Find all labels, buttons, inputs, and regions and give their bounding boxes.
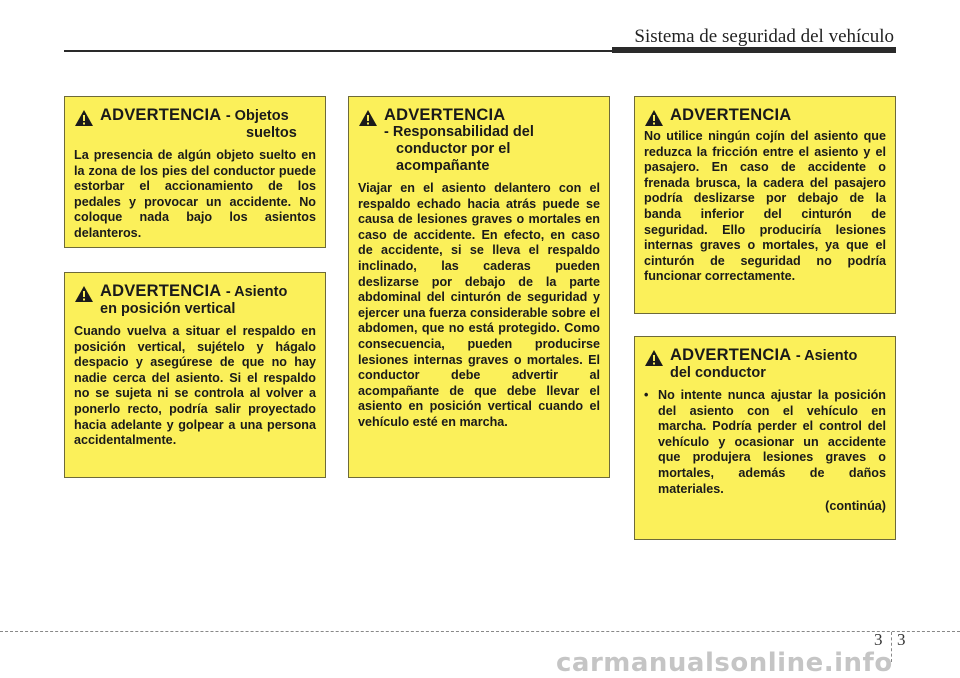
warning-subtitle: - Responsabilidad del	[384, 124, 534, 140]
warning-body: No intente nunca ajustar la posición del asiento con el vehículo en marcha. Podría perder el control del vehículo y ocasionar un accidente que produjera lesiones graves o mortales, además de daños materiales.	[658, 388, 886, 496]
warning-header	[74, 283, 316, 318]
warning-title-block	[670, 107, 791, 124]
warning-title: ADVERTENCIA	[100, 282, 222, 300]
page-header-title: Sistema de seguridad del vehículo	[634, 26, 894, 47]
warning-body: La presencia de algún objeto suelto en la zona de los pies del conductor puede estorbar el accionamiento de los pedales y provocar un accidente. No coloque nada bajo los asientos delanteros.	[74, 148, 316, 240]
warning-subtitle-line2: conductor por el	[396, 141, 511, 157]
watermark-text: carmanualsonline.info	[556, 648, 893, 678]
warning-box-cojin	[634, 96, 896, 314]
warning-title: ADVERTENCIA	[670, 106, 792, 124]
header-rule-accent	[612, 47, 896, 53]
page-number-chapter: 3	[874, 630, 883, 649]
warning-subtitle: - Asiento	[795, 348, 858, 364]
warning-subtitle: - Objetos	[225, 108, 289, 124]
warning-subtitle: - Asiento	[225, 284, 288, 300]
warning-box-asiento-vertical	[64, 272, 326, 478]
warning-triangle-icon	[358, 109, 378, 127]
warning-header	[74, 107, 316, 142]
warning-bullet-item	[644, 388, 886, 497]
footer-rule	[0, 631, 960, 632]
warning-title-block	[100, 283, 287, 318]
warning-title-block	[384, 107, 534, 175]
warning-body: Cuando vuelva a situar el respaldo en posición vertical, sujételo y hágalo despacio y asegúrese de que no hay nadie cerca del asiento. Si el respaldo no se sujeta ni se controla al volver a ponerlo recto, podría salir proyectado hacia adelante y golpear a una persona accidentalmente.	[74, 324, 316, 448]
bullet-marker: •	[644, 388, 649, 402]
page-number-page: 3	[897, 630, 906, 649]
warning-subtitle-line2: del conductor	[670, 365, 766, 381]
warning-subtitle-line3: acompañante	[396, 158, 490, 174]
warning-box-asiento-conductor	[634, 336, 896, 540]
warning-title: ADVERTENCIA	[384, 106, 506, 124]
warning-box-objetos-sueltos	[64, 96, 326, 248]
warning-subtitle-line2: en posición vertical	[100, 301, 236, 317]
warning-box-responsabilidad	[348, 96, 610, 478]
warning-body: No utilice ningún cojín del asiento que reduzca la fricción entre el asiento y el pasajero. En caso de accidente o frenada brusca, la cadera del pasajero podría deslizarse por debajo de la banda inferior del cinturón de seguridad. Ello produciría lesiones internas graves o mortales, ya que el cinturón de seguridad no podría funcionar correctamente.	[644, 129, 886, 284]
continued-label: (continúa)	[825, 499, 886, 514]
warning-title-block	[100, 107, 297, 142]
warning-header	[358, 107, 600, 175]
warning-title: ADVERTENCIA	[100, 106, 222, 124]
warning-body: Viajar en el asiento delantero con el respaldo echado hacia atrás puede se causa de lesiones graves o mortales en caso de accidente. En efecto, en caso de accidente, si se lleva el respaldo inclinado, las caderas pueden deslizarse por debajo de la parte abdominal del cinturón de seguridad y ejercer una fuerza considerable sobre el abdomen, que no está protegido. Como consecuencia, pueden producirse lesiones internas graves o mortales. El conductor debe advertir al acompañante de que debe llevar el asiento en posición vertical cuando el vehículo esté en marcha.	[358, 181, 600, 429]
warning-triangle-icon	[74, 285, 94, 303]
warning-header	[644, 107, 886, 127]
warning-title-block	[670, 347, 857, 382]
warning-triangle-icon	[644, 109, 664, 127]
warning-subtitle-line2: sueltos	[246, 125, 297, 141]
warning-title: ADVERTENCIA	[670, 346, 792, 364]
warning-header	[644, 347, 886, 382]
warning-triangle-icon	[74, 109, 94, 127]
warning-triangle-icon	[644, 349, 664, 367]
